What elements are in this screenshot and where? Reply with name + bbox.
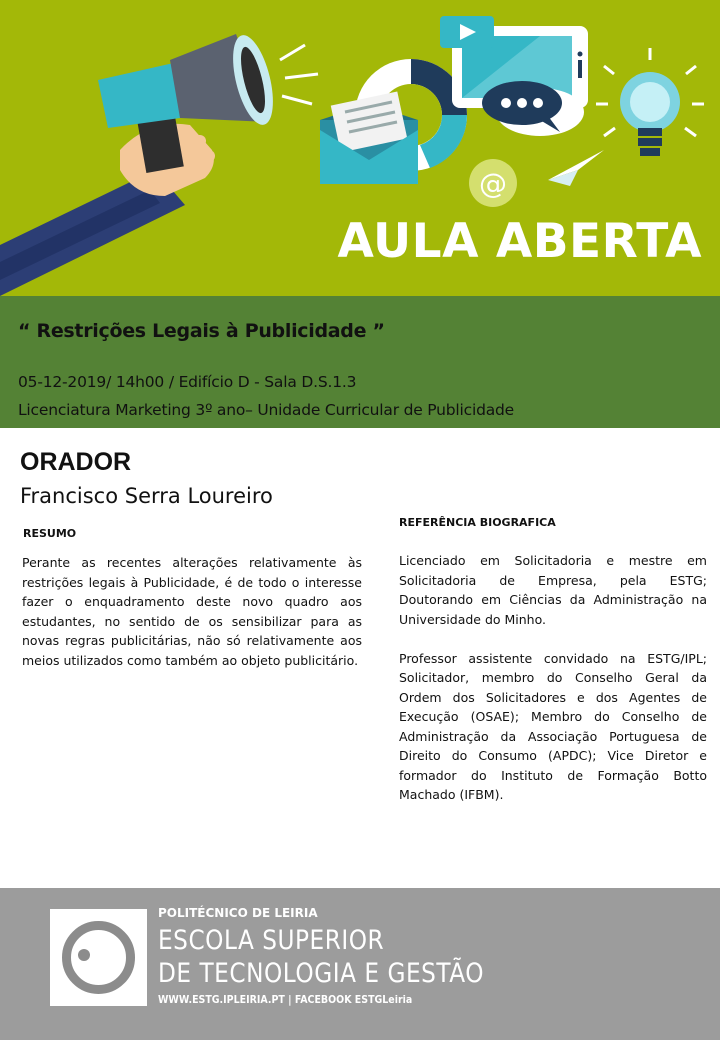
speaker-heading: ORADOR bbox=[20, 448, 132, 476]
event-schedule: 05-12-2019/ 14h00 / Edifício D - Sala D.S.1.3 bbox=[18, 373, 357, 391]
summary-label: RESUMO bbox=[23, 527, 77, 540]
svg-text:@: @ bbox=[479, 167, 507, 200]
footer-school-line1: ESCOLA SUPERIOR bbox=[158, 925, 385, 956]
hero-banner bbox=[0, 0, 720, 296]
biography-paragraph-2: Professor assistente convidado na ESTG/IPL; Solicitador, membro do Conselho Geral da Ordem dos Solicitadores e dos Agentes de Execução (OSAE); Membro do Conselho de Administração da Associação Portuguesa de Direito do Consumo (APDC); Vice Diretor e formador do Instituto de Formação Botto Machado (IFBM). bbox=[399, 650, 707, 802]
speaker-name: Francisco Serra Loureiro bbox=[20, 484, 273, 508]
event-title: “ Restrições Legais à Publicidade ” bbox=[18, 320, 385, 342]
hero-title: AULA ABERTA bbox=[337, 214, 702, 269]
footer-institution: POLITÉCNICO DE LEIRIA bbox=[158, 906, 318, 920]
lightbulb-icon bbox=[596, 48, 704, 156]
biography-text bbox=[399, 551, 707, 805]
at-sign-icon bbox=[469, 159, 517, 207]
event-course: Licenciatura Marketing 3º ano– Unidade Curricular de Publicidade bbox=[18, 401, 514, 419]
footer-website-link[interactable]: WWW.ESTG.IPLEIRIA.PT | FACEBOOK ESTGLeiria bbox=[158, 994, 413, 1006]
biography-label: REFERÊNCIA BIOGRAFICA bbox=[399, 516, 556, 529]
megaphone-icon bbox=[0, 31, 318, 296]
biography-paragraph-1: Licenciado em Solicitadoria e mestre em Solicitadoria de Empresa, pela ESTG; Doutorando em Ciências da Administração na Universidade do Minho. bbox=[399, 553, 707, 627]
estg-logo-icon bbox=[50, 909, 147, 1006]
cursor-arrow-icon bbox=[548, 150, 604, 186]
footer-school-line2: DE TECNOLOGIA E GESTÃO bbox=[158, 958, 485, 989]
summary-text: Perante as recentes alterações relativamente às restrições legais à Publicidade, é de todo o interesse fazer o enquadramento deste novo quadro aos estudantes, no sentido de os sensibilizar para as novas regras publicitárias, não só relativamente aos meios utilizados como também ao objeto publicitário. bbox=[22, 555, 362, 668]
